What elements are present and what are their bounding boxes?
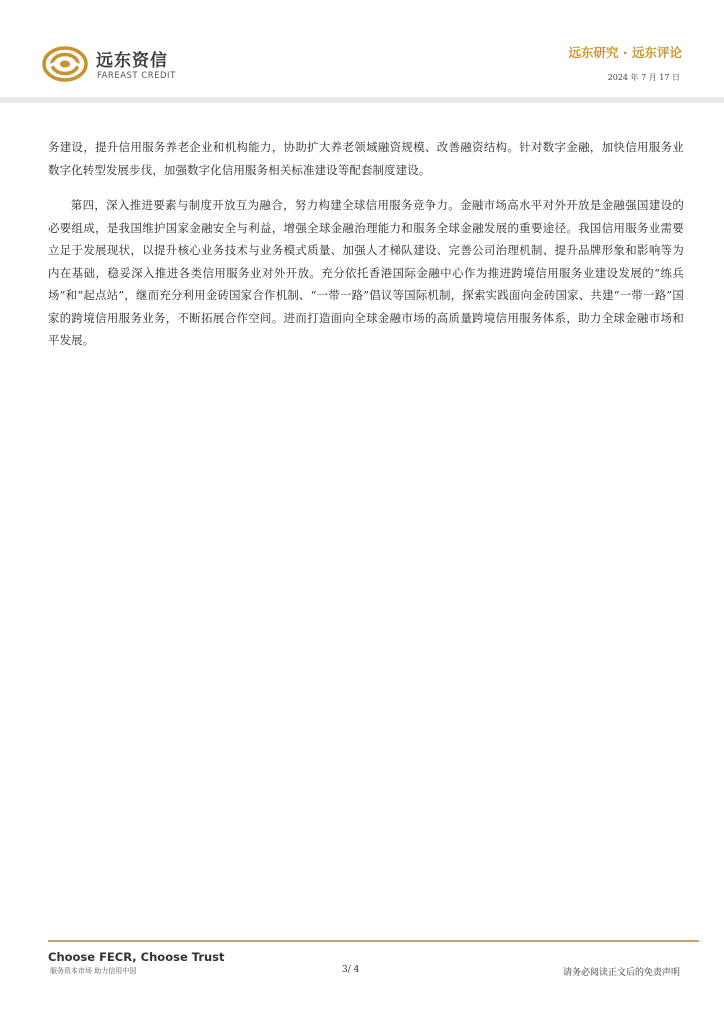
header-divider xyxy=(0,97,724,103)
report-series-title: 远东研究 · 远东评论 xyxy=(568,45,682,60)
report-date: 2024 年 7 月 17 日 xyxy=(607,73,680,82)
article-body xyxy=(48,136,684,365)
footer-divider xyxy=(48,940,699,942)
page-number: 3/ 4 xyxy=(342,965,360,975)
body-paragraph-fourth-point: 第四，深入推进要素与制度开放互为融合，努力构建全球信用服务竞争力。金融市场高水平对外开放是金融强国建设的必要组成，是我国维护国家金融安全与利益，增强全球金融治理能力和服务全球金融发展的重要途径。我国信用服务业需要立足于发展现状，以提升核心业务技术与业务模式质量、加强人才梯队建设、完善公司治理机制、提升品牌形象和影响等为内在基础，稳妥深入推进各类信用服务业对外开放。充分依托香港国际金融中心作为推进跨境信用服务业建设发展的“练兵场”和“起点站”，继而充分利用金砖国家合作机制、“一带一路”倡议等国际机制，探索实践面向金砖国家、共建“一带一路”国家的跨境信用服务业务，不断拓展合作空间。进而打造面向全球金融市场的高质量跨境信用服务体系，助力全球金融市场和平发展。 xyxy=(48,198,684,347)
footer-slogan: Choose FECR, Choose Trust xyxy=(48,950,225,964)
page-header xyxy=(0,0,724,104)
footer-subslogan: 服务资本市场 助力信用中国 xyxy=(50,967,137,975)
company-logo xyxy=(42,44,192,88)
logo-chinese-name: 远东资信 xyxy=(96,51,168,71)
body-paragraph-continued: 务建设，提升信用服务养老企业和机构能力，协助扩大养老领域融资规模、改善融资结构。针对数字金融，加快信用服务业数字化转型发展步伐，加强数字化信用服务相关标准建设等配套制度建设。 xyxy=(48,140,684,177)
footer-disclaimer: 请务必阅读正文后的免责声明 xyxy=(562,968,680,978)
fareast-credit-logo-icon xyxy=(42,44,90,84)
logo-english-name: FAREAST CREDIT xyxy=(97,71,176,81)
